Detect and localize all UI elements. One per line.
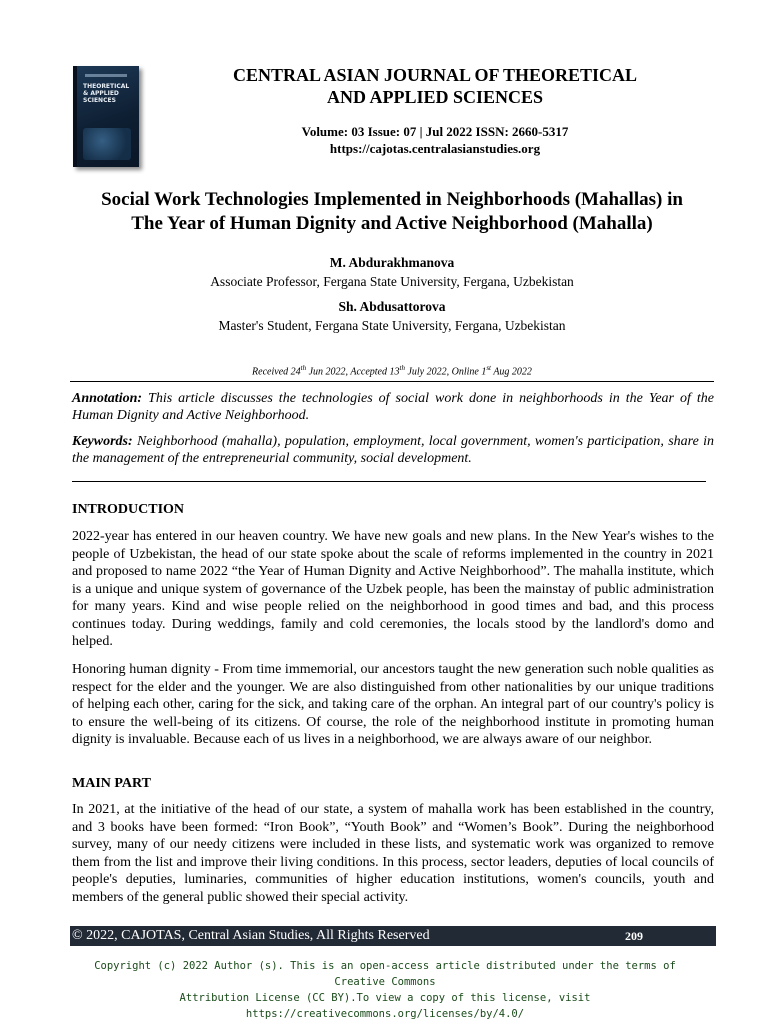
online-text: July 2022, Online 1 [404, 366, 487, 378]
header-divider [70, 381, 714, 382]
online-date-text: Aug 2022 [491, 366, 532, 378]
keywords-label: Keywords: [72, 434, 133, 449]
received-dates [70, 364, 714, 377]
author-affiliation: Master's Student, Fergana State University, Fergana, Uzbekistan [218, 318, 566, 333]
cover-spine [73, 66, 77, 167]
journal-meta [150, 123, 720, 157]
author-name: M. Abdurakhmanova [329, 255, 455, 270]
journal-name-line1: CENTRAL ASIAN JOURNAL OF THEORETICAL [232, 65, 638, 85]
article-title-line1: Social Work Technologies Implemented in Neighborhoods (Mahallas) in [101, 189, 683, 210]
annotation-label: Annotation: [72, 391, 143, 406]
page-number: 209 [625, 929, 643, 943]
body-paragraph: 2022-year has entered in our heaven country. We have new goals and new plans. In the New Year's wishes to the people of Uzbekistan, the head of our state spoke about the scale of reforms implemented in the country in 2021 and proposed to name 2022 “the Year of Human Dignity and Active Neighborhood”. The mahalla institute, which is a unique and unique system of governance of the Uzbek people, has been the mainstay of public administration for many years. Kind and wise people relied on the neighborhood in good times and bad, and this process continues today. During weddings, family and cold ceremonies, the locals stood by the landlord's domo and helped. [72, 529, 714, 649]
journal-url[interactable]: https://cajotas.centralasianstudies.org [329, 141, 541, 156]
license-notice [70, 958, 700, 1022]
journal-name-line2: AND APPLIED SCIENCES [326, 87, 544, 107]
footer-bar [70, 926, 716, 946]
accepted-ordinal: th [399, 364, 405, 372]
author-list [70, 253, 714, 341]
section-heading-main-part: MAIN PART [72, 776, 151, 791]
author-affiliation: Associate Professor, Fergana State University, Fergana, Uzbekistan [210, 274, 574, 289]
annotation [72, 390, 714, 424]
keywords-divider [72, 481, 706, 482]
journal-issue: Volume: 03 Issue: 07 | Jul 2022 ISSN: 2660-5317 [301, 124, 569, 139]
cover-title: THEORETICAL & APPLIED SCIENCES [83, 83, 130, 104]
article-title-line2: The Year of Human Dignity and Active Neighborhood (Mahalla) [131, 213, 653, 234]
journal-name [150, 64, 720, 108]
cover-tag [85, 74, 127, 77]
cover-artwork [83, 128, 131, 160]
online-ordinal: st [486, 364, 491, 372]
footer-copyright: © 2022, CAJOTAS, Central Asian Studies, All Rights Reserved [72, 928, 430, 943]
keywords-text: Neighborhood (mahalla), population, employment, local government, women's participation, share in the management of the entrepreneurial community, social development. [72, 434, 714, 466]
received-ordinal: th [300, 364, 307, 372]
license-line2[interactable]: Attribution License (CC BY).To view a copy of this license, visit https://creativecommons.org/licenses/by/4.0/ [179, 992, 591, 1020]
received-text: Received 24 [252, 366, 301, 378]
author-name: Sh. Abdusattorova [338, 299, 446, 314]
body-paragraph: Honoring human dignity - From time immemorial, our ancestors taught the new generation such noble qualities as respect for the elder and the younger. We are also distinguished from other nationalities by our unique traditions of helping each other, caring for the sick, and taking care of the orphan. An integral part of our country's policy is to ensure the well-being of its citizens. Of course, the role of the neighborhood institute in promoting human dignity is invaluable. Because each of us lives in a neighborhood, we are always aware of our neighbor. [72, 662, 714, 747]
section-heading-introduction: INTRODUCTION [72, 502, 185, 517]
accepted-text: Jun 2022, Accepted 13 [306, 366, 400, 378]
article-title [70, 188, 714, 236]
body-paragraph: In 2021, at the initiative of the head of our state, a system of mahalla work has been established in the country, and 3 books have been formed: “Iron Book”, “Youth Book” and “Women’s Book”. During the neighborhood survey, many of our needy citizens were included in these lists, and systematic work was organized to remove them from the list and improve their living conditions. In this process, sector leaders, deputies of local councils of people's deputies, luminaries, communities of higher education institutions, women's councils, youth and members of the general public showed their special activity. [72, 802, 714, 905]
license-line1: Copyright (c) 2022 Author (s). This is an open-access article distributed under the terms of Creative Commons [94, 960, 676, 988]
annotation-text: This article discusses the technologies of social work done in neighborhoods in the Year of the Human Dignity and Active Neighborhood. [72, 391, 714, 423]
journal-cover-image [73, 66, 139, 167]
keywords [72, 433, 714, 467]
